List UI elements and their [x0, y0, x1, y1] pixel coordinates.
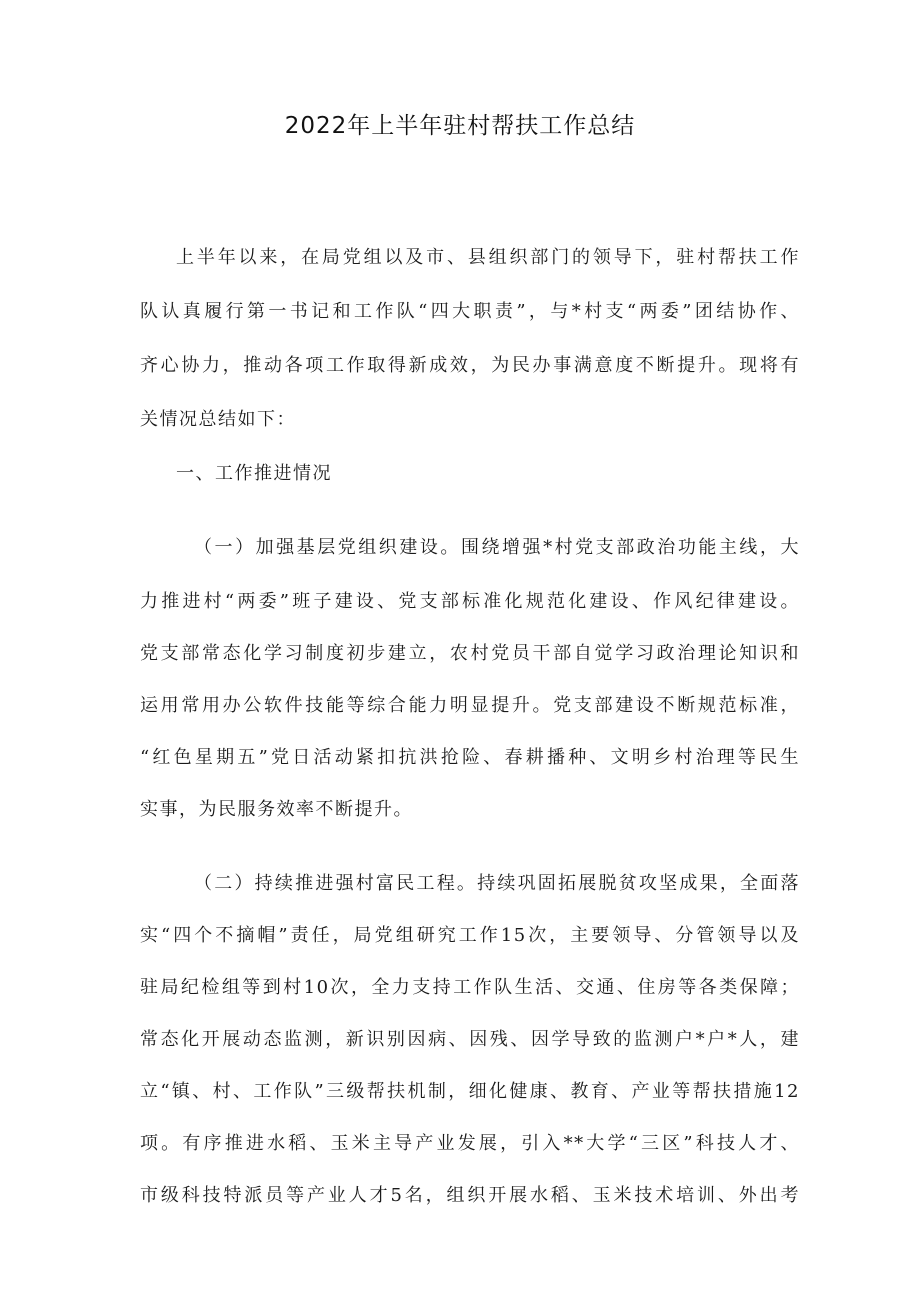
intro-line: 齐心协力，推动各项工作取得新成效，为民办事满意度不断提升。现将有 — [140, 355, 800, 376]
paragraph-line: “红色星期五”党日活动紧扣抗洪抢险、春耕播种、文明乡村治理等民生 — [140, 747, 800, 768]
intro-line: 关情况总结如下： — [140, 409, 296, 430]
paragraph-line: 市级科技特派员等产业人才5名，组织开展水稻、玉米技术培训、外出考 — [140, 1185, 800, 1206]
paragraph-line: 力推进村“两委”班子建设、党支部标准化规范化建设、作风纪律建设。 — [140, 591, 800, 612]
paragraph-line: 驻局纪检组等到村10次，全力支持工作队生活、交通、住房等各类保障； — [140, 977, 800, 998]
section-heading: 一、工作推进情况 — [176, 463, 332, 484]
paragraph-line: 常态化开展动态监测，新识别因病、因残、因学导致的监测户*户*人，建 — [140, 1029, 800, 1050]
paragraph-line: （二）持续推进强村富民工程。持续巩固拓展脱贫攻坚成果，全面落 — [194, 873, 800, 894]
paragraph-line: 项。有序推进水稻、玉米主导产业发展，引入**大学“三区”科技人才、 — [140, 1133, 800, 1154]
intro-line: 上半年以来，在局党组以及市、县组织部门的领导下，驻村帮扶工作 — [176, 247, 800, 268]
paragraph-line: 实“四个不摘帽”责任，局党组研究工作15次，主要领导、分管领导以及 — [140, 925, 800, 946]
intro-line: 队认真履行第一书记和工作队“四大职责”，与*村支“两委”团结协作、 — [140, 301, 800, 322]
paragraph-line: 实事，为民服务效率不断提升。 — [140, 799, 413, 820]
paragraph-line: 立“镇、村、工作队”三级帮扶机制，细化健康、教育、产业等帮扶措施12 — [140, 1081, 800, 1102]
paragraph-line: 党支部常态化学习制度初步建立，农村党员干部自觉学习政治理论知识和 — [140, 643, 800, 664]
paragraph-line: （一）加强基层党组织建设。围绕增强*村党支部政治功能主线，大 — [194, 537, 800, 558]
document-title: 2022年上半年驻村帮扶工作总结 — [284, 113, 636, 139]
paragraph-line: 运用常用办公软件技能等综合能力明显提升。党支部建设不断规范标准， — [140, 695, 800, 716]
